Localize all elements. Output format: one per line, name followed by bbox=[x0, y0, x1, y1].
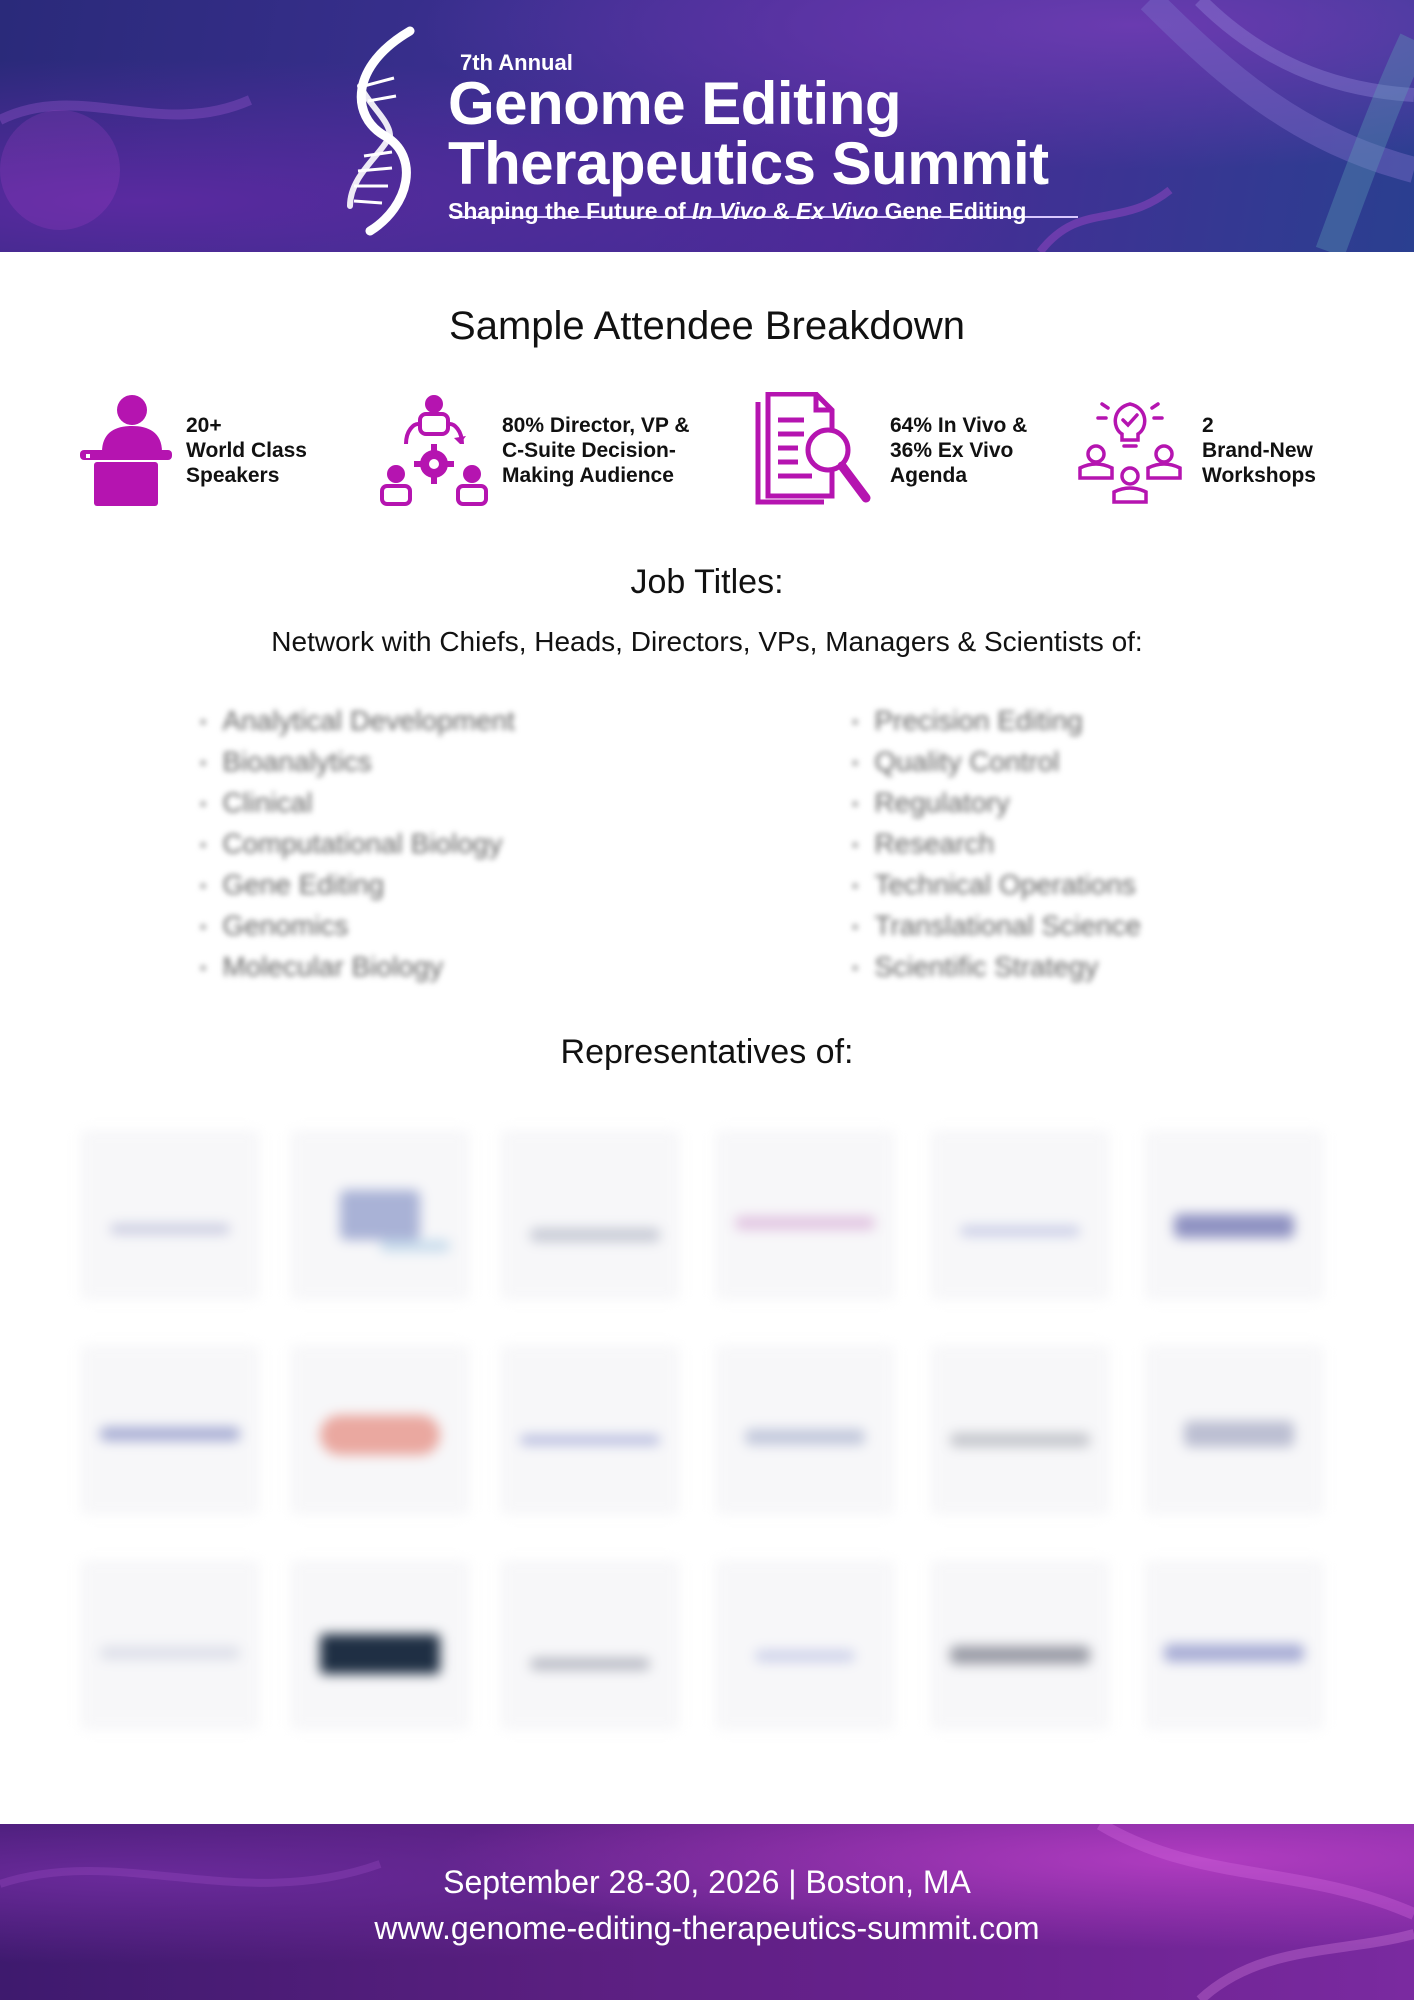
header-banner bbox=[0, 0, 1414, 252]
list-item: • Quality Control bbox=[852, 741, 1141, 782]
job-titles-heading: Job Titles: bbox=[630, 563, 784, 601]
company-logo bbox=[1134, 1335, 1334, 1525]
representatives-heading: Representatives of: bbox=[560, 1033, 854, 1071]
document-search-icon bbox=[754, 392, 876, 508]
company-logo bbox=[920, 1120, 1120, 1310]
company-logo-grid bbox=[70, 1110, 1344, 1760]
company-logo bbox=[70, 1120, 270, 1310]
speaker-podium-icon bbox=[80, 394, 172, 506]
list-item: • Gene Editing bbox=[200, 864, 515, 905]
idea-workshop-icon bbox=[1076, 394, 1188, 506]
company-logo bbox=[280, 1550, 480, 1740]
company-logo bbox=[490, 1335, 690, 1525]
company-logo bbox=[705, 1335, 905, 1525]
list-item: • Analytical Development bbox=[200, 700, 515, 741]
event-date-location: September 28-30, 2026 | Boston, MA bbox=[443, 1864, 971, 1900]
breakdown-heading: Sample Attendee Breakdown bbox=[449, 304, 965, 348]
job-titles-intro: Network with Chiefs, Heads, Directors, VPs, Managers & Scientists of: bbox=[271, 626, 1143, 657]
company-logo bbox=[490, 1120, 690, 1310]
list-item: • Regulatory bbox=[852, 782, 1141, 823]
footer-banner bbox=[0, 1824, 1414, 2000]
stat-speakers bbox=[80, 390, 307, 510]
company-logo bbox=[920, 1335, 1120, 1525]
company-logo bbox=[705, 1550, 905, 1740]
list-item: • Precision Editing bbox=[852, 700, 1141, 741]
decision-makers-icon bbox=[380, 394, 488, 506]
company-logo bbox=[1134, 1550, 1334, 1740]
event-website-link[interactable]: www.genome-editing-therapeutics-summit.com bbox=[374, 1910, 1040, 1946]
company-logo bbox=[490, 1550, 690, 1740]
list-item: • Molecular Biology bbox=[200, 946, 515, 987]
job-list-right bbox=[852, 700, 1141, 987]
stat-audience bbox=[380, 390, 690, 510]
job-list-left bbox=[200, 700, 515, 987]
company-logo bbox=[280, 1120, 480, 1310]
list-item: • Technical Operations bbox=[852, 864, 1141, 905]
tagline: Shaping the Future of In Vivo & Ex Vivo Gene Editing bbox=[448, 198, 1027, 224]
company-logo bbox=[70, 1550, 270, 1740]
stat-speakers-text: 20+ World Class Speakers bbox=[186, 413, 307, 487]
company-logo bbox=[70, 1335, 270, 1525]
list-item: • Computational Biology bbox=[200, 823, 515, 864]
edition-label: 7th Annual bbox=[460, 50, 573, 75]
list-item: • Clinical bbox=[200, 782, 515, 823]
dna-logo-icon bbox=[330, 26, 430, 236]
list-item: • Bioanalytics bbox=[200, 741, 515, 782]
stat-workshops bbox=[1076, 390, 1316, 510]
company-logo bbox=[920, 1550, 1120, 1740]
company-logo bbox=[280, 1335, 480, 1525]
company-logo bbox=[1134, 1120, 1334, 1310]
title-line-2: Therapeutics Summit bbox=[448, 130, 1049, 197]
title-line-1: Genome Editing bbox=[448, 70, 902, 137]
list-item: • Scientific Strategy bbox=[852, 946, 1141, 987]
stat-agenda-text: 64% In Vivo & 36% Ex Vivo Agenda bbox=[890, 413, 1028, 487]
list-item: • Genomics bbox=[200, 905, 515, 946]
list-item: • Research bbox=[852, 823, 1141, 864]
list-item: • Translational Science bbox=[852, 905, 1141, 946]
stat-audience-text: 80% Director, VP & C-Suite Decision- Making Audience bbox=[502, 413, 690, 487]
stat-workshops-text: 2 Brand-New Workshops bbox=[1202, 413, 1316, 487]
stat-agenda bbox=[754, 390, 1027, 510]
company-logo bbox=[705, 1120, 905, 1310]
summit-logo bbox=[330, 24, 1090, 234]
